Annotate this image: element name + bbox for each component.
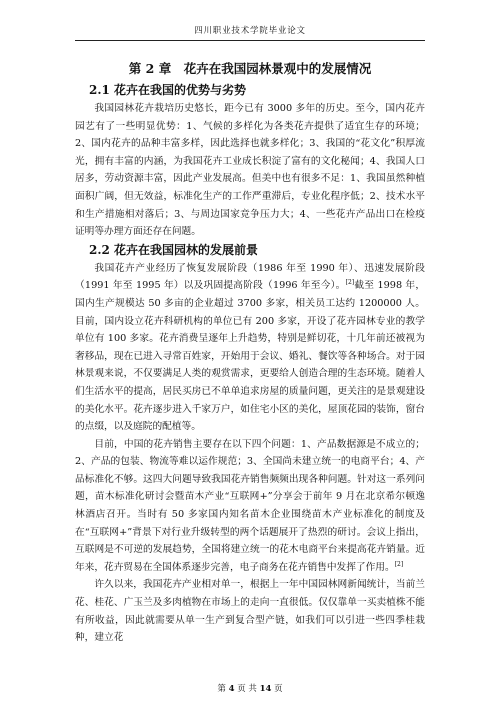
- paragraph: 许久以来，我国花卉产业相对单一，根据上一年中国园林网新闻统计，当前兰花、桂花、广玉兰及多肉植物在市场上的走向一直很低。仅仅靠单一买卖植株不能有所收益，因此就需要从单一生产到复合型产链，如我们可以引进一些四季桂栽种，建立花: [75, 579, 425, 644]
- paragraph-text: 目前，中国的花卉销售主要存在以下四个问题：1、产品数据源是不成立的；2、产品的包装、物流等难以运作规范；3、全国尚未建立统一的电商平台；4、产品标准化不够。这四大问题导致我国花卉销售频频出现各种问题。针对这一系列问题，苗木标准化研讨会暨苗木产业“互联网+”分享会于前年 9 月在北京希尔顿逸林酒店召开。当时有 50 多家国内知名苗木企业围绕苗木产业标准化的制度及在“互联网+”背景下对行业升级转型的两个话题展开了热烈的研讨。会议上指出，互联网是不可逆的发展趋势，全国将建立统一的花木电商平台来提高花卉销量。近年来，花卉贸易在全国体系逐步完善，电子商务在花卉销售中发挥了作用。: [75, 438, 425, 573]
- chapter-title: 第 2 章 花卉在我国园林景观中的发展情况: [128, 61, 372, 76]
- section-title-2-2: 2.2 花卉在我国园林的发展前景: [89, 242, 259, 257]
- running-header: 四川职业技术学院毕业论文: [194, 26, 306, 36]
- paragraph: [75, 436, 425, 577]
- citation-marker: [2]: [394, 560, 404, 568]
- footer-suffix: 页: [274, 684, 283, 694]
- footer-middle: 页 共: [237, 684, 257, 694]
- paragraph: 我国园林花卉栽培历史悠长，距今已有 3000 多年的历史。至今，国内花卉园艺有了一些明显优势：1、气候的多样化为各类花卉提供了适宜生存的环境；2、国内花卉的品种丰富多样，因此选择也就多样化；3、我国的“花文化”积厚流光，拥有丰富的内涵，为我国花卉工业成长积淀了富有的文化秘闻；4、我国人口居多，劳动资源丰富，因此产业发展高。但美中也有很多不足：1、我国虽然种植面积广阔，但无效益，标准化生产的工作严重滞后，专业化程序低；2、技术水平和生产措施相对落后；3、与周边国家竞争压力大；4、一些花卉产品出口在检疫证明等办理方面还存在问题。: [75, 103, 425, 238]
- footer-prefix: 第: [217, 684, 226, 694]
- page-total: 14: [259, 684, 272, 694]
- citation-marker: [2]: [345, 279, 355, 287]
- paragraph-text: 我国花卉产业经历了恢复发展阶段（1986 年至 1990 年）、迅速发展阶段（1991 年至 1995 年）以及巩固提高阶段（1996 年至今）。: [75, 262, 425, 292]
- page-footer: [75, 682, 425, 694]
- page-content: [75, 60, 425, 647]
- paragraph-text: 截至 1998 年，国内生产规模达 50 多亩的企业超过 3700 多家，相关员工达约 1200000 人。目前，国内设立花卉科研机构的单位已有 200 多家，开设了花卉园林专业的教学单位有 100 多家。花卉消费呈逐年上升趋势，特别是鲜切花，十几年前还被视为奢移品，现在已进入寻常百姓家，开始用于会议、婚礼、餐饮等各种场合。对于园林景观来说，不仅要满足人类的观赏需求，更要给人创造合理的生态环境。随着人们生活水平的提高，居民买房已不单单追求房屋的质量问题，更关注的是景观建设的美化水平。花卉逐步进入千家万户，如住宅小区的美化，屋顶花园的装饰，窗台的点缀，以及庭院的配植等。: [75, 280, 426, 433]
- section-title-2-1: 2.1 花卉在我国的优势与劣势: [89, 83, 247, 97]
- page-number: 4: [228, 684, 235, 694]
- paragraph: [75, 260, 425, 436]
- header-rule: [75, 40, 425, 41]
